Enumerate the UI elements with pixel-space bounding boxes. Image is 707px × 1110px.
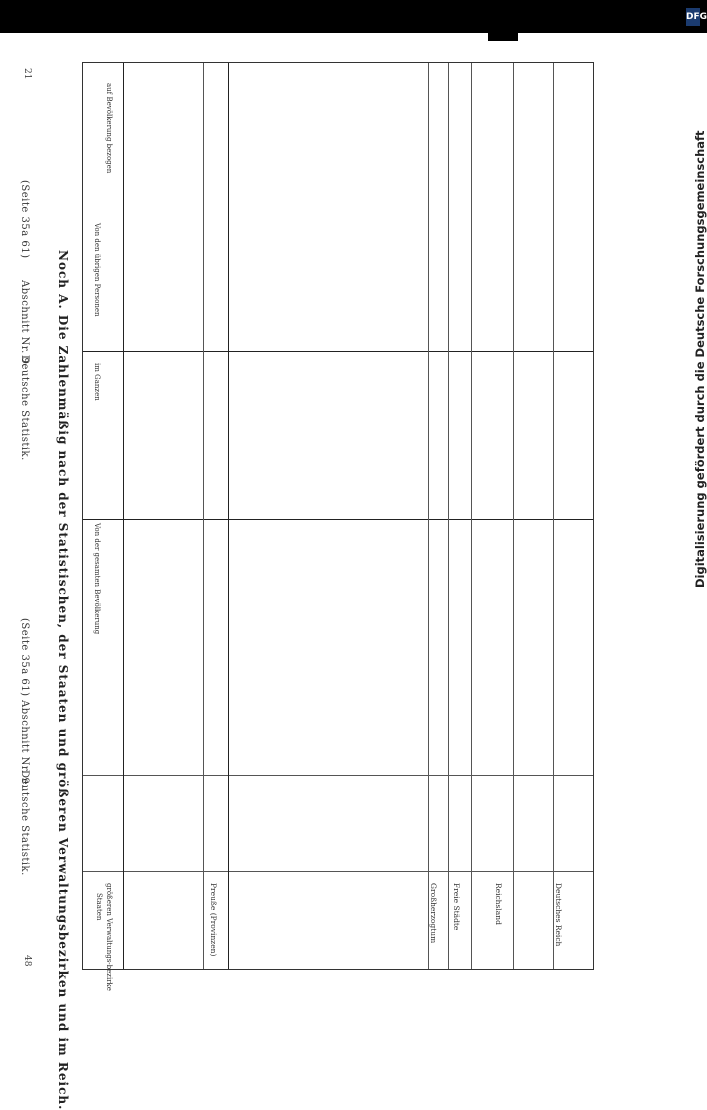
rule: [553, 63, 554, 969]
dfg-logo: DFG: [686, 8, 700, 26]
table-grid: [83, 63, 593, 991]
rule: [228, 63, 229, 969]
table-title: Noch A. Die Zahlenmäßig nach der Statistischen, der Staaten und größeren Verwaltungsbezirken und im Reich.: [56, 250, 70, 1110]
page-number-right: 21: [22, 68, 32, 80]
running-issue-left: Abschnitt Nr. 9.: [19, 700, 30, 788]
row-label-3: Freie Städte: [452, 883, 461, 931]
row-label-4: Reichsland: [494, 883, 503, 925]
row-label-2: Großherzogtum: [429, 883, 438, 944]
rule: [203, 63, 204, 969]
column-group-2: im Ganzen: [93, 363, 101, 401]
row-label-1: Preuße (Provinzen): [209, 883, 218, 957]
rule: [83, 351, 593, 352]
rule: [448, 63, 449, 969]
row-label-5: Deutsches Reich: [554, 883, 563, 947]
running-title-left: Deutsche Statistik.: [19, 770, 30, 876]
top-black-bar: [0, 0, 707, 33]
running-issue-right: Abschnitt Nr. 9.: [19, 280, 30, 368]
running-title-right: Deutsche Statistik.: [19, 355, 30, 461]
rule: [428, 63, 429, 969]
statistics-table: [82, 62, 594, 991]
stub-head: Staaten: [95, 893, 103, 921]
column-group-3: Von den übrigen Personen: [93, 223, 101, 317]
stub-subhead: größeren Verwaltungs-bezirke: [105, 883, 113, 991]
column-group-4: auf Bevölkerung bezogen: [105, 83, 113, 174]
rule: [83, 775, 593, 776]
running-period-left: (Seite 35a 61): [19, 618, 30, 697]
rule: [513, 63, 514, 969]
rule: [471, 63, 472, 969]
top-black-bar-tab: [488, 33, 518, 41]
page-number-left: 48: [22, 955, 32, 967]
rule: [83, 871, 593, 872]
column-group-1: Von der gesamten Bevölkerung: [93, 523, 101, 635]
running-period-right: (Seite 35a 61): [19, 180, 30, 259]
rule: [83, 519, 593, 520]
digitization-credit: Digitalisierung gefördert durch die Deutsche Forschungsgemeinschaft: [693, 130, 707, 588]
rule: [123, 63, 124, 969]
